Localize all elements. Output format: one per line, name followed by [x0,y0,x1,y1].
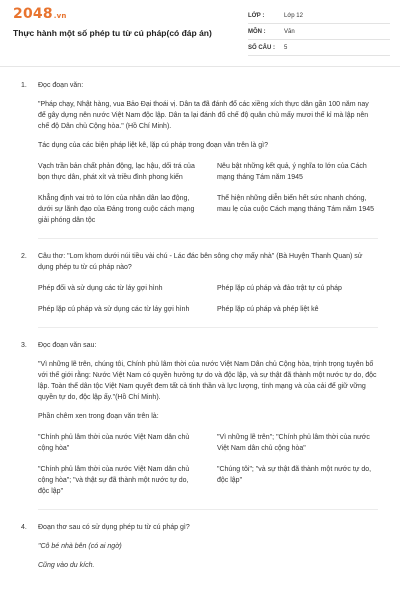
question-prompt: Đọc đoạn văn: [38,82,84,89]
answer-option[interactable]: "Chính phủ lâm thời của nước Việt Nam dân chủ cộng hòa"; "và thật sự đã thành một nước tự do, độc lập" [38,466,190,495]
question-divider [38,238,378,239]
question-1 [0,80,400,239]
question-divider [38,327,378,328]
question-prompt: Đọc đoạn văn sau: [38,342,97,349]
answer-option[interactable]: Vạch trần bản chất phản động, lạc hậu, dối trá của bọn thực dân, phát xít và triều đình phong kiến [38,163,195,181]
question-list [0,80,400,583]
meta-label: LỚP : [248,12,265,19]
question-number: 1. [21,82,27,89]
question-text: Tác dụng của các biện pháp liệt kê, lặp cú pháp trong đoạn văn trên là gì? [38,142,268,149]
question-text: Phần chêm xen trong đoạn văn trên là: [38,413,159,420]
answer-options [38,283,378,315]
question-text: Đoạn thơ sau có sử dụng phép tu từ cú pháp gì? [38,524,190,531]
answer-option[interactable]: Thể hiện những diễn biến hết sức nhanh chóng, mau lẹ của cuộc Cách mạng tháng Tám năm 1945 [217,195,375,213]
meta-value: Lớp 12 [284,12,303,19]
document-title: Thực hành một số phép tu từ cú pháp(có đáp án) [13,28,212,38]
meta-label: MÔN : [248,28,266,35]
answer-option[interactable]: Khẳng định vai trò to lớn của nhân dân lao động, dưới sự lãnh đạo của Đảng trong cuộc cách mạng giải phóng dân tộc [38,195,195,224]
answer-option[interactable]: "Vì những lẽ trên"; "Chính phủ lâm thời của nước Việt Nam dân chủ cộng hòa" [217,434,370,452]
document-meta [248,8,390,56]
question-4 [0,522,400,571]
meta-label: SỐ CÂU : [248,44,275,51]
question-passage: "Pháp chạy, Nhật hàng, vua Bảo Đại thoái vị. Dân ta đã đánh đổ các xiềng xích thực dân gần 100 năm nay để gây dựng nên nước Việt Nam độc lập. Dân ta lại đánh đổ chế độ quân chủ mấy mươi thế kỉ mà lập nên chế độ Dân chủ Cộng hòa." (Hồ Chí Minh). [38,101,369,130]
answer-options [38,432,378,497]
question-divider [38,509,378,510]
question-passage: "Vì những lẽ trên, chúng tôi, Chính phủ lâm thời của nước Việt Nam Dân chủ Cộng hòa, trịnh trọng tuyên bố với thế giới rằng: Nước Việt Nam có quyền hưởng tự do và độc lập, và sự thật đã thành một nước tự do, độc lập. Toàn thể dân tộc Việt Nam quyết đem tất cả tinh thần và lực lượng, tính mạng và của cải để giữ vững quyền tự do, độc lập ấy."(Hồ Chí Minh). [38,361,377,401]
question-2 [0,251,400,328]
site-logo[interactable] [13,6,67,22]
header-divider [0,66,400,67]
answer-options [38,161,378,226]
verse-line: "Cô bé nhà bên (có ai ngờ) [38,543,122,550]
logo-text: 2048 [13,6,53,22]
answer-option[interactable]: Phép đối và sử dụng các từ láy gợi hình [38,285,163,292]
answer-option[interactable]: Phép lặp cú pháp và phép liệt kê [217,306,319,313]
answer-option[interactable]: Nêu bật những kết quả, ý nghĩa to lớn của Cách mạng tháng Tám năm 1945 [217,163,367,181]
verse-line: Cũng vào du kích. [38,562,95,569]
meta-value: 5 [284,44,288,51]
answer-option[interactable]: "Chúng tôi"; "và sự thật đã thành một nước tự do, độc lập" [217,466,372,484]
meta-value: Văn [284,28,295,35]
logo-suffix: .vn [53,12,67,20]
question-text: Câu thơ: "Lom khom dưới núi tiều vài chú - Lác đác bên sông chợ mấy nhà" (Bà Huyện Thanh Quan) sử dụng phép tu từ cú pháp nào? [38,253,363,271]
answer-option[interactable]: "Chính phủ lâm thời của nước Việt Nam dân chủ cộng hòa" [38,434,190,452]
question-number: 4. [21,524,27,531]
meta-row-subject [248,24,390,40]
meta-row-class [248,8,390,24]
question-3 [0,340,400,510]
answer-option[interactable]: Phép lặp cú pháp và sử dụng các từ láy gợi hình [38,306,190,313]
question-number: 3. [21,342,27,349]
meta-row-count [248,40,390,56]
question-number: 2. [21,253,27,260]
header [0,0,400,66]
answer-option[interactable]: Phép lặp cú pháp và đảo trật tự cú pháp [217,285,342,292]
